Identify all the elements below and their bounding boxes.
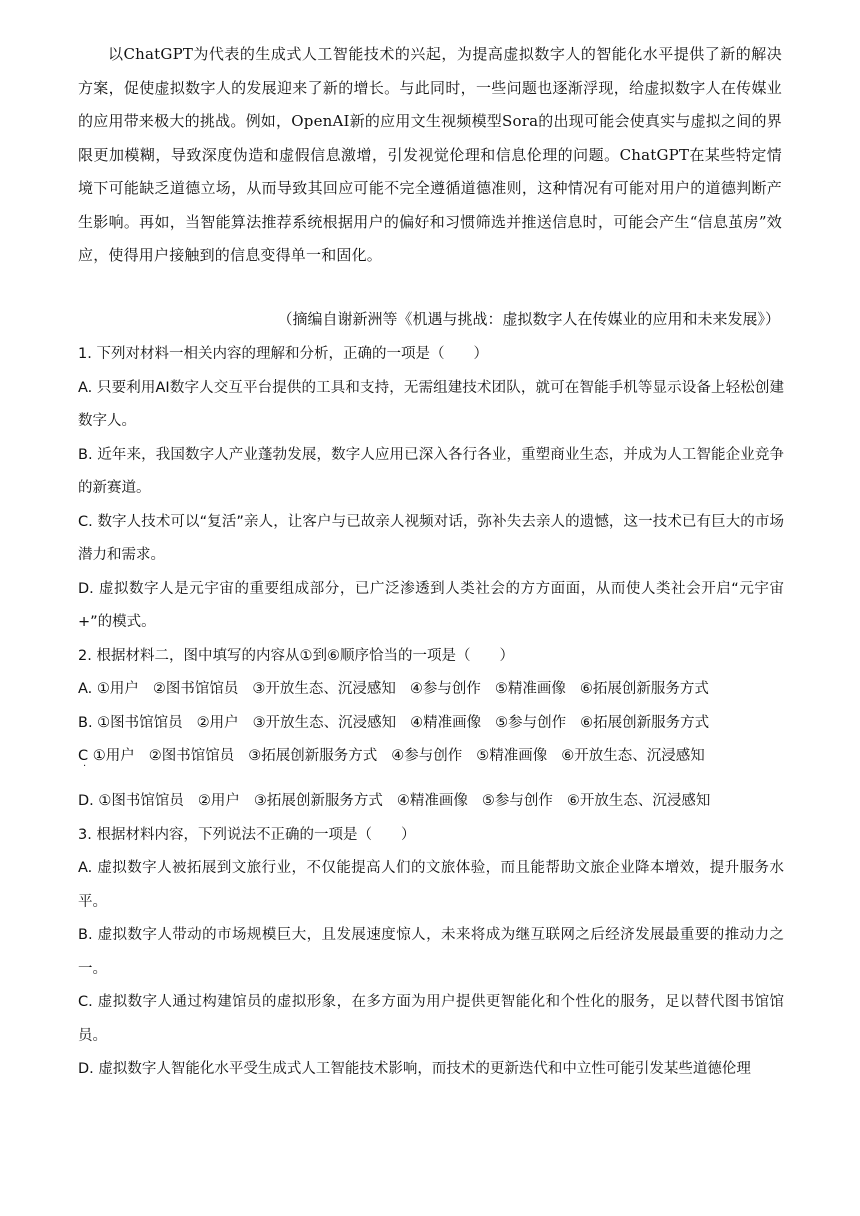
question-3-option-a: A. 虚拟数字人被拓展到文旅行业，不仅能提高人们的文旅体验，而且能帮助文旅企业降本增效，提升服务水平。 xyxy=(78,860,784,910)
option-c-item-1: C ①用户 xyxy=(78,748,135,764)
question-1-stem: 1. 下列对材料一相关内容的理解和分析，正确的一项是（ ） xyxy=(78,346,488,362)
option-c-item-6: ⑥开放生态、沉浸感知 xyxy=(561,748,705,764)
question-2 xyxy=(78,640,784,819)
option-c-dot-mark: · xyxy=(83,761,87,772)
questions-section xyxy=(78,338,784,1087)
question-2-stem: 2. 根据材料二，图中填写的内容从①到⑥顺序恰当的一项是（ ） xyxy=(78,647,514,664)
passage-paragraph: 以ChatGPT为代表的生成式人工智能技术的兴起，为提高虚拟数字人的智能化水平提供了新的解决方案，促使虚拟数字人的发展迎来了新的增长。与此同时，一些问题也逐渐浮现，给虚拟数字人在传媒业的应用带来极大的挑战。例如，OpenAI新的应用文生视频模型Sora的出现可能会使真实与虚拟之间的界限更加模糊，导致深度伪造和虚假信息激增，引发视觉伦理和信息伦理的问题。ChatGPT在某些特定情境下可能缺乏道德立场，从而导致其回应可能不完全遵循道德准则，这种情况有可能对用户的道德判断产生影响。再如，当智能算法推荐系统根据用户的偏好和习惯筛选并推送信息时，可能会产生“信息茧房”效应，使得用户接触到的信息变得单一和固化。 xyxy=(78,45,782,264)
option-d-item-2: ②用户 xyxy=(197,793,240,809)
question-1-option-c: C. 数字人技术可以“复活”亲人，让客户与已故亲人视频对话，弥补失去亲人的遗憾，这一技术已有巨大的市场潜力和需求。 xyxy=(78,513,784,563)
option-c-item-4: ④参与创作 xyxy=(391,748,463,764)
question-2-option-a xyxy=(78,673,784,707)
option-c-item-2: ②图书馆馆员 xyxy=(148,748,235,764)
option-a-item-1: A. ①用户 xyxy=(78,681,139,697)
question-1-option-d: D. 虚拟数字人是元宇宙的重要组成部分，已广泛渗透到人类社会的方方面面，从而使人类社会开启“元宇宙+”的模式。 xyxy=(78,580,784,630)
option-a-item-5: ⑤精准画像 xyxy=(494,681,566,697)
option-a-item-2: ②图书馆馆员 xyxy=(152,681,239,697)
option-a-item-3: ③开放生态、沉浸感知 xyxy=(252,681,396,697)
question-3-option-b: B. 虚拟数字人带动的市场规模巨大，且发展速度惊人，未来将成为继互联网之后经济发展最重要的推动力之一。 xyxy=(78,927,784,977)
option-b-item-6: ⑥拓展创新服务方式 xyxy=(580,714,710,731)
passage-citation: （摘编自谢新洲等《机遇与挑战：虚拟数字人在传媒业的应用和未来发展》） xyxy=(277,310,780,328)
question-3-option-c: C. 虚拟数字人通过构建馆员的虚拟形象，在多方面为用户提供更智能化和个性化的服务，足以替代图书馆馆员。 xyxy=(78,994,784,1044)
question-3-option-d: D. 虚拟数字人智能化水平受生成式人工智能技术影响，而技术的更新迭代和中立性可能引发某些道德伦理 xyxy=(78,1061,751,1077)
option-d-item-3: ③拓展创新服务方式 xyxy=(253,793,383,809)
option-d-item-5: ⑤参与创作 xyxy=(481,793,553,809)
option-b-item-1: B. ①图书馆馆员 xyxy=(78,714,183,731)
question-3 xyxy=(78,819,784,1087)
option-d-item-4: ④精准画像 xyxy=(396,793,468,809)
option-d-item-1: D. ①图书馆馆员 xyxy=(78,793,184,809)
question-1 xyxy=(78,338,784,640)
question-3-stem: 3. 根据材料内容，下列说法不正确的一项是（ ） xyxy=(78,826,416,843)
option-c-item-3: ③拓展创新服务方式 xyxy=(248,748,378,764)
option-b-item-4: ④精准画像 xyxy=(410,714,482,731)
question-1-option-a: A. 只要利用AI数字人交互平台提供的工具和支持，无需组建技术团队，就可在智能手机等显示设备上轻松创建数字人。 xyxy=(78,379,784,429)
option-d-item-6: ⑥开放生态、沉浸感知 xyxy=(566,793,711,809)
question-1-option-b: B. 近年来，我国数字人产业蓬勃发展，数字人应用已深入各行各业，重塑商业生态，并成为人工智能企业竞争的新赛道。 xyxy=(78,446,784,496)
question-2-option-c xyxy=(78,740,784,785)
question-2-option-d xyxy=(78,785,784,819)
option-a-item-6: ⑥拓展创新服务方式 xyxy=(579,681,709,697)
question-2-option-b xyxy=(78,707,784,741)
option-b-item-5: ⑤参与创作 xyxy=(495,714,567,731)
option-a-item-4: ④参与创作 xyxy=(409,681,481,697)
option-c-item-5: ⑤精准画像 xyxy=(476,748,548,764)
option-b-item-2: ②用户 xyxy=(196,714,239,731)
option-b-item-3: ③开放生态、沉浸感知 xyxy=(252,714,397,731)
